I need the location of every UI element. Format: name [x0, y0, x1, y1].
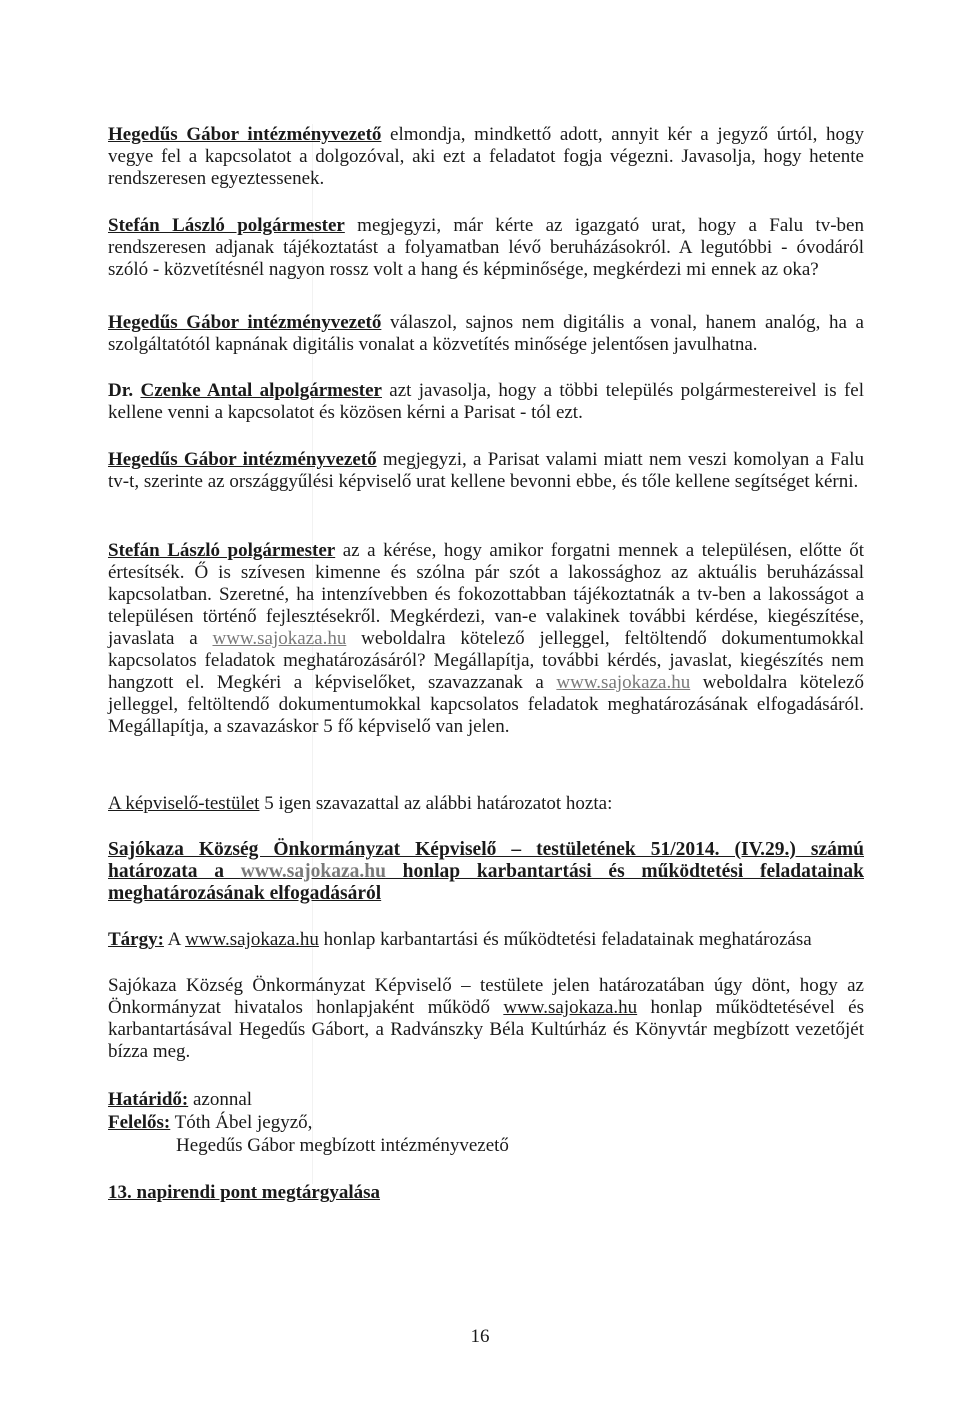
paragraph-6: [108, 540, 864, 738]
website-link[interactable]: www.sajokaza.hu: [503, 997, 638, 1018]
speaker-name: Stefán László polgármester: [108, 540, 336, 561]
paragraph-7: [108, 793, 864, 815]
paragraph-text: válaszol, sajnos nem digitális a vonal, hanem analóg, ha a szolgáltatótól kapnának digitális vonalat a közvetítés minősége jelentősen javulhatna.: [108, 312, 864, 355]
speaker-name: Hegedűs Gábor intézményvezető: [108, 449, 377, 470]
paragraph-text: megjegyzi, a Parisat valami miatt nem veszi komolyan a Falu tv-t, szerinte az országgyűlési képviselő urat kellene bevonni ebbe, és tőle kellene segítséget kérni.: [108, 449, 864, 492]
subject-label: Tárgy:: [108, 929, 164, 950]
paragraph-text: weboldalra kötelező jelleggel, feltöltendő dokumentumokkal kapcsolatos feladatok meghatározásáról? Megállapítja, további kérdés, javaslat, kiegészítés nem hangzott el. Megkéri a képviselőket, szavazzanak a: [108, 628, 864, 693]
body-name: A képviselő-testület: [108, 793, 260, 814]
website-link[interactable]: www.sajokaza.hu: [240, 861, 386, 882]
paragraph-text: megjegyzi, már kérte az igazgató urat, hogy a Falu tv-ben rendszeresen adjanak tájékoztatást a folyamatban lévő beruházásokról. A legutóbbi - óvodáról szóló - közvetítésnél nagyon rossz volt a hang és képminősége, megkérdezi mi ennek az oka?: [108, 215, 864, 280]
deadline-line: [108, 1089, 864, 1111]
responsible-label: Felelős:: [108, 1112, 171, 1133]
paragraph-text: azt javasolja, hogy a többi település polgármestereivel is fel kellene venni a kapcsolatot és közösen kérni a Parisat - tól ezt.: [108, 380, 864, 423]
paragraph-text: elmondja, mindkettő adott, annyit kér a jegyző úrtól, hogy vegye fel a kapcsolatot a dolgozóval, aki ezt a feladatot fogja végezni. Javasolja, hogy hetente rendszeresen egyeztessenek.: [108, 124, 864, 189]
deadline-label: Határidő:: [108, 1089, 189, 1110]
agenda-heading: [108, 1182, 864, 1204]
speaker-prefix: Dr.: [108, 380, 141, 401]
responsible-line-2: [108, 1135, 864, 1157]
paragraph-3: [108, 312, 864, 356]
website-link[interactable]: www.sajokaza.hu: [556, 672, 691, 693]
paragraph-2: [108, 215, 864, 281]
paragraph-5: [108, 449, 864, 493]
deadline-value: azonnal: [188, 1089, 253, 1110]
decision-text: Sajókaza Község Önkormányzat Képviselő – testülete jelen határozatában úgy dönt, hogy az Önkormányzat hivatalos honlapjaként működő: [108, 975, 864, 1018]
speaker-name: Czenke Antal alpolgármester: [140, 380, 382, 401]
decision-paragraph: [108, 975, 864, 1063]
subject-text: honlap karbantartási és működtetési feladatainak meghatározása: [318, 929, 812, 950]
responsible-value: Tóth Ábel jegyző,: [170, 1112, 313, 1133]
speaker-name: Hegedűs Gábor intézményvezető: [108, 312, 382, 333]
paragraph-4: [108, 380, 864, 424]
speaker-name: Stefán László polgármester: [108, 215, 345, 236]
resolution-title-text: Sajókaza Község Önkormányzat Képviselő – testületének 51/2014. (IV.29.) számú határozata a: [108, 839, 864, 882]
agenda-title: 13. napirendi pont megtárgyalása: [108, 1182, 381, 1203]
paragraph-text: weboldalra kötelező jelleggel, feltöltendő dokumentumokkal kapcsolatos feladatok meghatározásának elfogadásáról. Megállapítja, a szavazáskor 5 fő képviselő van jelen.: [108, 672, 864, 737]
decision-text: honlap működtetésével és karbantartásával Hegedűs Gábort, a Radvánszky Béla Kultúrház és Könyvtár megbízott vezetőjét bízza meg.: [108, 997, 865, 1062]
website-link[interactable]: www.sajokaza.hu: [185, 929, 319, 950]
paragraph-text: 5 igen szavazattal az alábbi határozatot hozta:: [259, 793, 613, 814]
paragraph-1: [108, 124, 864, 190]
resolution-title-text: honlap karbantartási és működtetési feladatainak meghatározásának elfogadásáról: [108, 861, 864, 904]
website-link[interactable]: www.sajokaza.hu: [212, 628, 347, 649]
resolution-title: [108, 839, 864, 905]
subject-line: [108, 929, 864, 951]
responsible-line: [108, 1112, 864, 1134]
responsible-value: Hegedűs Gábor megbízott intézményvezető: [176, 1135, 509, 1156]
subject-text: A: [163, 929, 186, 950]
page-number: 16: [470, 1326, 490, 1347]
speaker-name: Hegedűs Gábor intézményvezető: [108, 124, 382, 145]
paragraph-text: az a kérése, hogy amikor forgatni mennek a településen, előtte őt értesítsék. Ő is szívesen kimenne és szólna pár szót a lakossághoz az aktuális beruházással kapcsolatban. Szeretné, ha intenzívebben és fokozottabban tájékoztatnák a tv-ben a lakosságot a településen történő fejlesztésekről. Megkérdezi, van-e valakinek további kérdése, kiegészítése, javaslata a: [108, 540, 864, 649]
